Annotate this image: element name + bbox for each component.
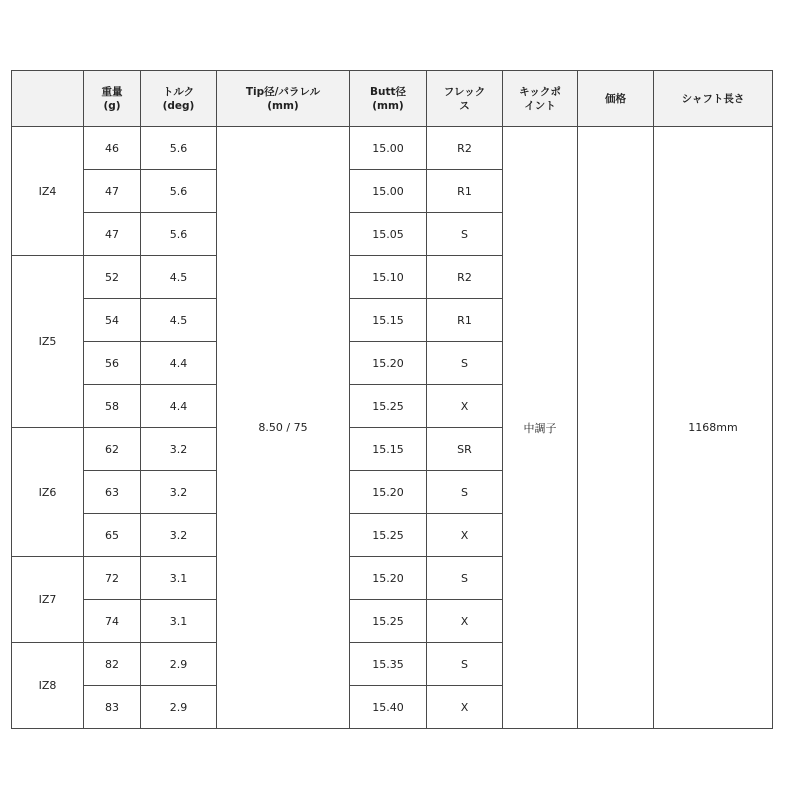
spec-body bbox=[12, 127, 773, 729]
header-torque-line1: トルク bbox=[162, 85, 195, 98]
header-price-label: 価格 bbox=[605, 92, 626, 105]
flex-cell: X bbox=[427, 514, 503, 557]
weight-cell: 82 bbox=[84, 643, 141, 686]
weight-cell: 72 bbox=[84, 557, 141, 600]
header-kick-line1: キックポ bbox=[519, 85, 561, 98]
weight-cell: 83 bbox=[84, 686, 141, 729]
length-cell: 1168mm bbox=[654, 127, 773, 729]
weight-cell: 65 bbox=[84, 514, 141, 557]
torque-cell: 5.6 bbox=[141, 213, 217, 256]
butt-cell: 15.20 bbox=[350, 471, 427, 514]
header-flex-line2: ス bbox=[459, 99, 470, 112]
butt-cell: 15.00 bbox=[350, 127, 427, 170]
butt-cell: 15.25 bbox=[350, 514, 427, 557]
header-torque bbox=[141, 71, 217, 127]
header-model bbox=[12, 71, 84, 127]
flex-cell: X bbox=[427, 686, 503, 729]
flex-cell: X bbox=[427, 385, 503, 428]
torque-cell: 3.2 bbox=[141, 471, 217, 514]
header-tip-line1: Tip径/パラレル bbox=[245, 85, 321, 98]
table-row bbox=[12, 127, 773, 170]
weight-cell: 47 bbox=[84, 170, 141, 213]
model-cell: IZ7 bbox=[12, 557, 84, 643]
header-flex bbox=[427, 71, 503, 127]
model-cell: IZ4 bbox=[12, 127, 84, 256]
weight-cell: 46 bbox=[84, 127, 141, 170]
header-butt bbox=[350, 71, 427, 127]
torque-cell: 4.5 bbox=[141, 256, 217, 299]
header-weight bbox=[84, 71, 141, 127]
shaft-spec-table bbox=[11, 70, 773, 729]
price-cell bbox=[578, 127, 654, 729]
butt-cell: 15.25 bbox=[350, 385, 427, 428]
header-row bbox=[12, 71, 773, 127]
flex-cell: R1 bbox=[427, 299, 503, 342]
flex-cell: S bbox=[427, 643, 503, 686]
butt-cell: 15.40 bbox=[350, 686, 427, 729]
weight-cell: 63 bbox=[84, 471, 141, 514]
header-length-label: シャフト長さ bbox=[681, 92, 745, 105]
torque-cell: 3.1 bbox=[141, 557, 217, 600]
model-cell: IZ6 bbox=[12, 428, 84, 557]
header-kick bbox=[503, 71, 578, 127]
header-length bbox=[654, 71, 773, 127]
model-cell: IZ8 bbox=[12, 643, 84, 729]
butt-cell: 15.20 bbox=[350, 342, 427, 385]
butt-cell: 15.10 bbox=[350, 256, 427, 299]
header-weight-line1: 重量 bbox=[101, 85, 123, 98]
weight-cell: 74 bbox=[84, 600, 141, 643]
header-price bbox=[578, 71, 654, 127]
header-tip bbox=[217, 71, 350, 127]
torque-cell: 3.1 bbox=[141, 600, 217, 643]
header-flex-line1: フレック bbox=[443, 85, 486, 98]
butt-cell: 15.00 bbox=[350, 170, 427, 213]
flex-cell: R2 bbox=[427, 256, 503, 299]
weight-cell: 62 bbox=[84, 428, 141, 471]
torque-cell: 3.2 bbox=[141, 428, 217, 471]
flex-cell: S bbox=[427, 342, 503, 385]
weight-cell: 47 bbox=[84, 213, 141, 256]
butt-cell: 15.35 bbox=[350, 643, 427, 686]
butt-cell: 15.20 bbox=[350, 557, 427, 600]
torque-cell: 5.6 bbox=[141, 170, 217, 213]
weight-cell: 58 bbox=[84, 385, 141, 428]
torque-cell: 3.2 bbox=[141, 514, 217, 557]
model-cell: IZ5 bbox=[12, 256, 84, 428]
torque-cell: 4.4 bbox=[141, 385, 217, 428]
tip-cell: 8.50 / 75 bbox=[217, 127, 350, 729]
butt-cell: 15.15 bbox=[350, 299, 427, 342]
butt-cell: 15.25 bbox=[350, 600, 427, 643]
flex-cell: S bbox=[427, 213, 503, 256]
torque-cell: 2.9 bbox=[141, 643, 217, 686]
header-torque-line2: (deg) bbox=[162, 99, 195, 112]
butt-cell: 15.05 bbox=[350, 213, 427, 256]
header-kick-line2: イント bbox=[524, 99, 556, 112]
header-tip-line2: (mm) bbox=[267, 99, 299, 112]
torque-cell: 5.6 bbox=[141, 127, 217, 170]
flex-cell: R2 bbox=[427, 127, 503, 170]
flex-cell: S bbox=[427, 557, 503, 600]
flex-cell: SR bbox=[427, 428, 503, 471]
flex-cell: S bbox=[427, 471, 503, 514]
weight-cell: 56 bbox=[84, 342, 141, 385]
header-butt-line2: (mm) bbox=[372, 99, 404, 112]
header-butt-line1: Butt径 bbox=[369, 85, 407, 98]
butt-cell: 15.15 bbox=[350, 428, 427, 471]
header-weight-line2: (g) bbox=[103, 99, 121, 112]
weight-cell: 54 bbox=[84, 299, 141, 342]
weight-cell: 52 bbox=[84, 256, 141, 299]
torque-cell: 4.5 bbox=[141, 299, 217, 342]
torque-cell: 4.4 bbox=[141, 342, 217, 385]
flex-cell: R1 bbox=[427, 170, 503, 213]
kick-cell: 中調子 bbox=[503, 127, 578, 729]
flex-cell: X bbox=[427, 600, 503, 643]
torque-cell: 2.9 bbox=[141, 686, 217, 729]
